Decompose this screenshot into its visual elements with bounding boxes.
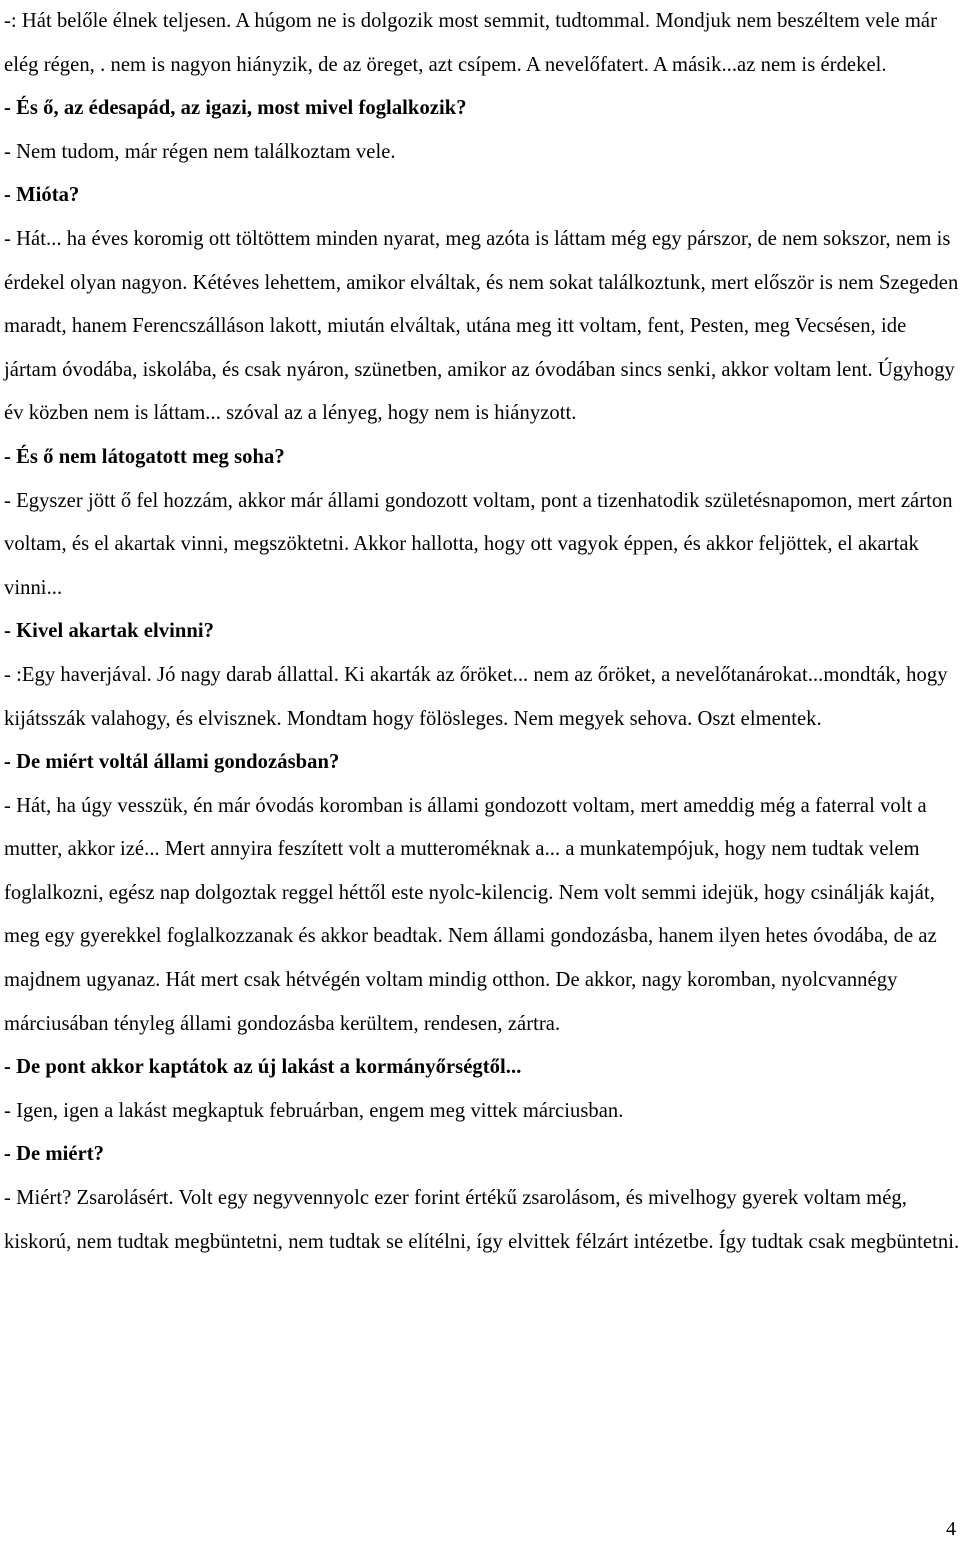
paragraph-answer-5: - :Egy haverjával. Jó nagy darab állattal. Ki akarták az őröket... nem az őröket, a nevelőtanárokat...mondták, hogy kijátsszák valahogy, és elvisznek. Mondtam hogy fölösleges. Nem megyek sehova. Oszt elmentek. bbox=[4, 663, 948, 730]
paragraph-question-1: - És ő, az édesapád, az igazi, most mivel foglalkozik? bbox=[4, 97, 467, 120]
paragraph-question-3: - És ő nem látogatott meg soha? bbox=[4, 445, 285, 468]
paragraph-answer-8: - Miért? Zsarolásért. Volt egy negyvennyolc ezer forint értékű zsarolásom, és mivelhogy gyerek voltam még, kiskorú, nem tudtak megbüntetni, nem tudtak se elítélni, így elvittek félzárt intézetbe. Így tudtak csak megbüntetni. bbox=[4, 1187, 960, 1253]
paragraph-answer-2: - Nem tudom, már régen nem találkoztam vele. bbox=[4, 140, 396, 163]
interview-text bbox=[4, 0, 960, 1264]
page-number: 4 bbox=[946, 1518, 956, 1540]
paragraph-answer-6: - Hát, ha úgy vesszük, én már óvodás koromban is állami gondozott voltam, mert ameddig még a faterral volt a mutter, akkor izé... Mert annyira feszített volt a mutteroméknak a... a munkatempójuk, hogy nem tudtak velem foglalkozni, egész nap dolgoztak reggel héttől este nyolc-kilencig. Nem volt semmi idejük, hogy csinálják kaját, meg egy gyerekkel foglalkozzanak és akkor beadtak. Nem állami gondozásba, hanem ilyen hetes óvodába, de az majdnem ugyanaz. Hát mert csak hétvégén voltam mindig otthon. De akkor, nagy koromban, nyolcvannégy márciusában tényleg állami gondozásba kerültem, rendesen, zártra. bbox=[4, 794, 937, 1035]
paragraph-answer-4: - Egyszer jött ő fel hozzám, akkor már állami gondozott voltam, pont a tizenhatodik születésnapomon, mert zárton voltam, és el akartak vinni, megszöktetni. Akkor hallotta, hogy ott vagyok éppen, és akkor feljöttek, el akartak vinni... bbox=[4, 489, 953, 599]
paragraph-answer-7: - Igen, igen a lakást megkaptuk februárban, engem meg vittek márciusban. bbox=[4, 1099, 624, 1122]
paragraph-question-4: - Kivel akartak elvinni? bbox=[4, 620, 215, 643]
paragraph-question-5: - De miért voltál állami gondozásban? bbox=[4, 751, 340, 774]
paragraph-question-6: - De pont akkor kaptátok az új lakást a kormányőrségtől... bbox=[4, 1056, 522, 1079]
paragraph-answer-3: - Hát... ha éves koromig ott töltöttem minden nyarat, meg azóta is láttam még egy párszor, de nem sokszor, nem is érdekel olyan nagyon. Kétéves lehettem, amikor elváltak, és nem sokat találkoztunk, mert először is nem Szegeden maradt, hanem Ferencszálláson lakott, miután elváltak, utána meg itt voltam, fent, Pesten, meg Vecsésen, ide jártam óvodába, iskolába, és csak nyáron, szünetben, amikor az óvodában sincs senki, akkor voltam lent. Úgyhogy év közben nem is láttam... szóval az a lényeg, hogy nem is hiányzott. bbox=[4, 227, 959, 425]
paragraph-question-7: - De miért? bbox=[4, 1143, 105, 1166]
paragraph-question-2: - Mióta? bbox=[4, 184, 80, 207]
paragraph-answer-1: -: Hát belőle élnek teljesen. A húgom ne is dolgozik most semmit, tudtommal. Mondjuk nem beszéltem vele már elég régen, . nem is nagyon hiányzik, de az öreget, azt csípem. A nevelőfatert. A másik...az nem is érdekel. bbox=[4, 10, 938, 76]
